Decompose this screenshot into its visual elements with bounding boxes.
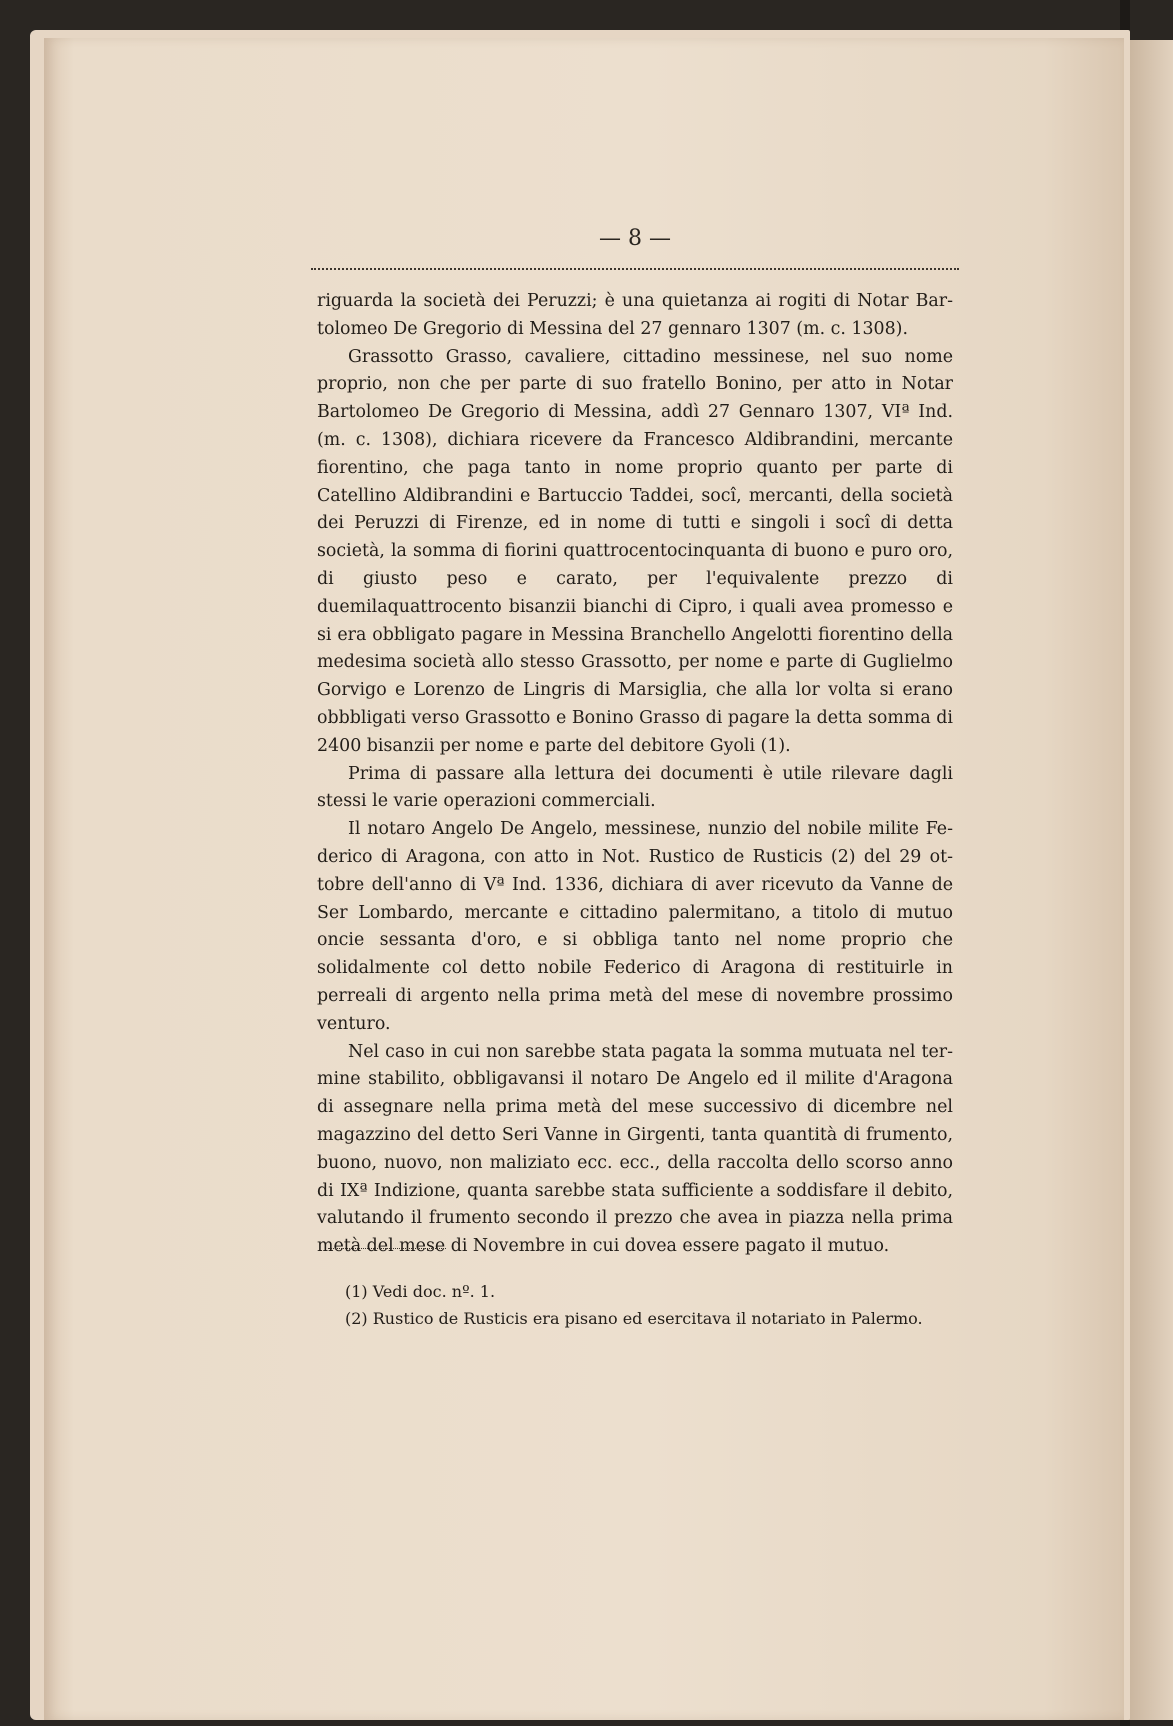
facing-page-edge xyxy=(1128,40,1173,1720)
header-rule xyxy=(311,268,959,270)
page-number: — 8 — xyxy=(599,226,671,251)
paragraph: Prima di passare alla lettura dei documenti è utile rilevare dagli stessi le varie operazioni commerciali. xyxy=(317,763,953,812)
footnotes xyxy=(345,1278,965,1332)
paragraph: riguarda la società dei Peruzzi; è una quietanza ai rogiti di Notar Bartolomeo De Gregorio di Messina del 27 gennaro 1307 (m. c. 1308). xyxy=(317,291,953,339)
footnote: (2) Rustico de Rusticis era pisano ed esercitava il notariato in Palermo. xyxy=(345,1309,923,1328)
paragraph: Il notaro Angelo De Angelo, messinese, nunzio del nobile milite Federico di Aragona, con atto in Not. Rustico de Rusticis (2) del 29 ottobre dell'anno di Vª Ind. 1336, dichiara di aver ricevuto da Vanne de Ser Lombardo, mercante e cittadino palermitano, a titolo di mutuo oncie sessanta d'oro, e si obbliga tanto nel nome proprio che solidalmente col detto nobile Federico di Aragona di restituirle in perreali di argento nella prima metà del mese di novembre prossimo venturo. xyxy=(317,819,953,1034)
paragraph: Grassotto Grasso, cavaliere, cittadino messinese, nel suo nome proprio, non che per parte di suo fratello Bonino, per atto in Notar Bartolomeo De Gregorio di Messina, addì 27 Gennaro 1307, VIª Ind. (m. c. 1308), dichiara ricevere da Francesco Aldibrandini, mercante fiorentino, che paga tanto in nome proprio quanto per parte di Catellino Aldibrandini e Bartuccio Taddei, socî, mercanti, della società dei Peruzzi di Firenze, ed in nome di tutti e singoli i socî di detta società, la somma di fiorini quattrocentocinquanta di buono e puro oro, di giusto peso e carato, per l'equivalente prezzo di duemilaquattrocento bisanzii bianchi di Cipro, i quali avea promesso e si era obbligato pagare in Messina Branchello Angelotti fiorentino della medesima società allo stesso Grassotto, per nome e parte di Guglielmo Gorvigo e Lorenzo de Lingris di Marsiglia, che alla lor volta si erano obbbligati verso Grassotto e Bonino Grasso di pagare la detta somma di 2400 bisanzii per nome e parte del debitore Gyoli (1). xyxy=(317,346,953,756)
body-text xyxy=(317,288,953,1261)
footnote: (1) Vedi doc. nº. 1. xyxy=(345,1282,496,1301)
paragraph: Nel caso in cui non sarebbe stata pagata la somma mutuata nel termine stabilito, obbligavansi il notaro De Angelo ed il milite d'Aragona di assegnare nella prima metà del mese successivo di dicembre nel magazzino del detto Seri Vanne in Girgenti, tanta quantità di frumento, buono, nuovo, non maliziato ecc. ecc., della raccolta dello scorso anno di IXª Indizione, quanta sarebbe stata sufficiente a soddisfare il debito, valutando il frumento secondo il prezzo che avea in piazza nella prima metà del mese di Novembre in cui dovea essere pagato il mutuo. xyxy=(317,1041,953,1257)
footnote-rule xyxy=(328,1248,446,1249)
